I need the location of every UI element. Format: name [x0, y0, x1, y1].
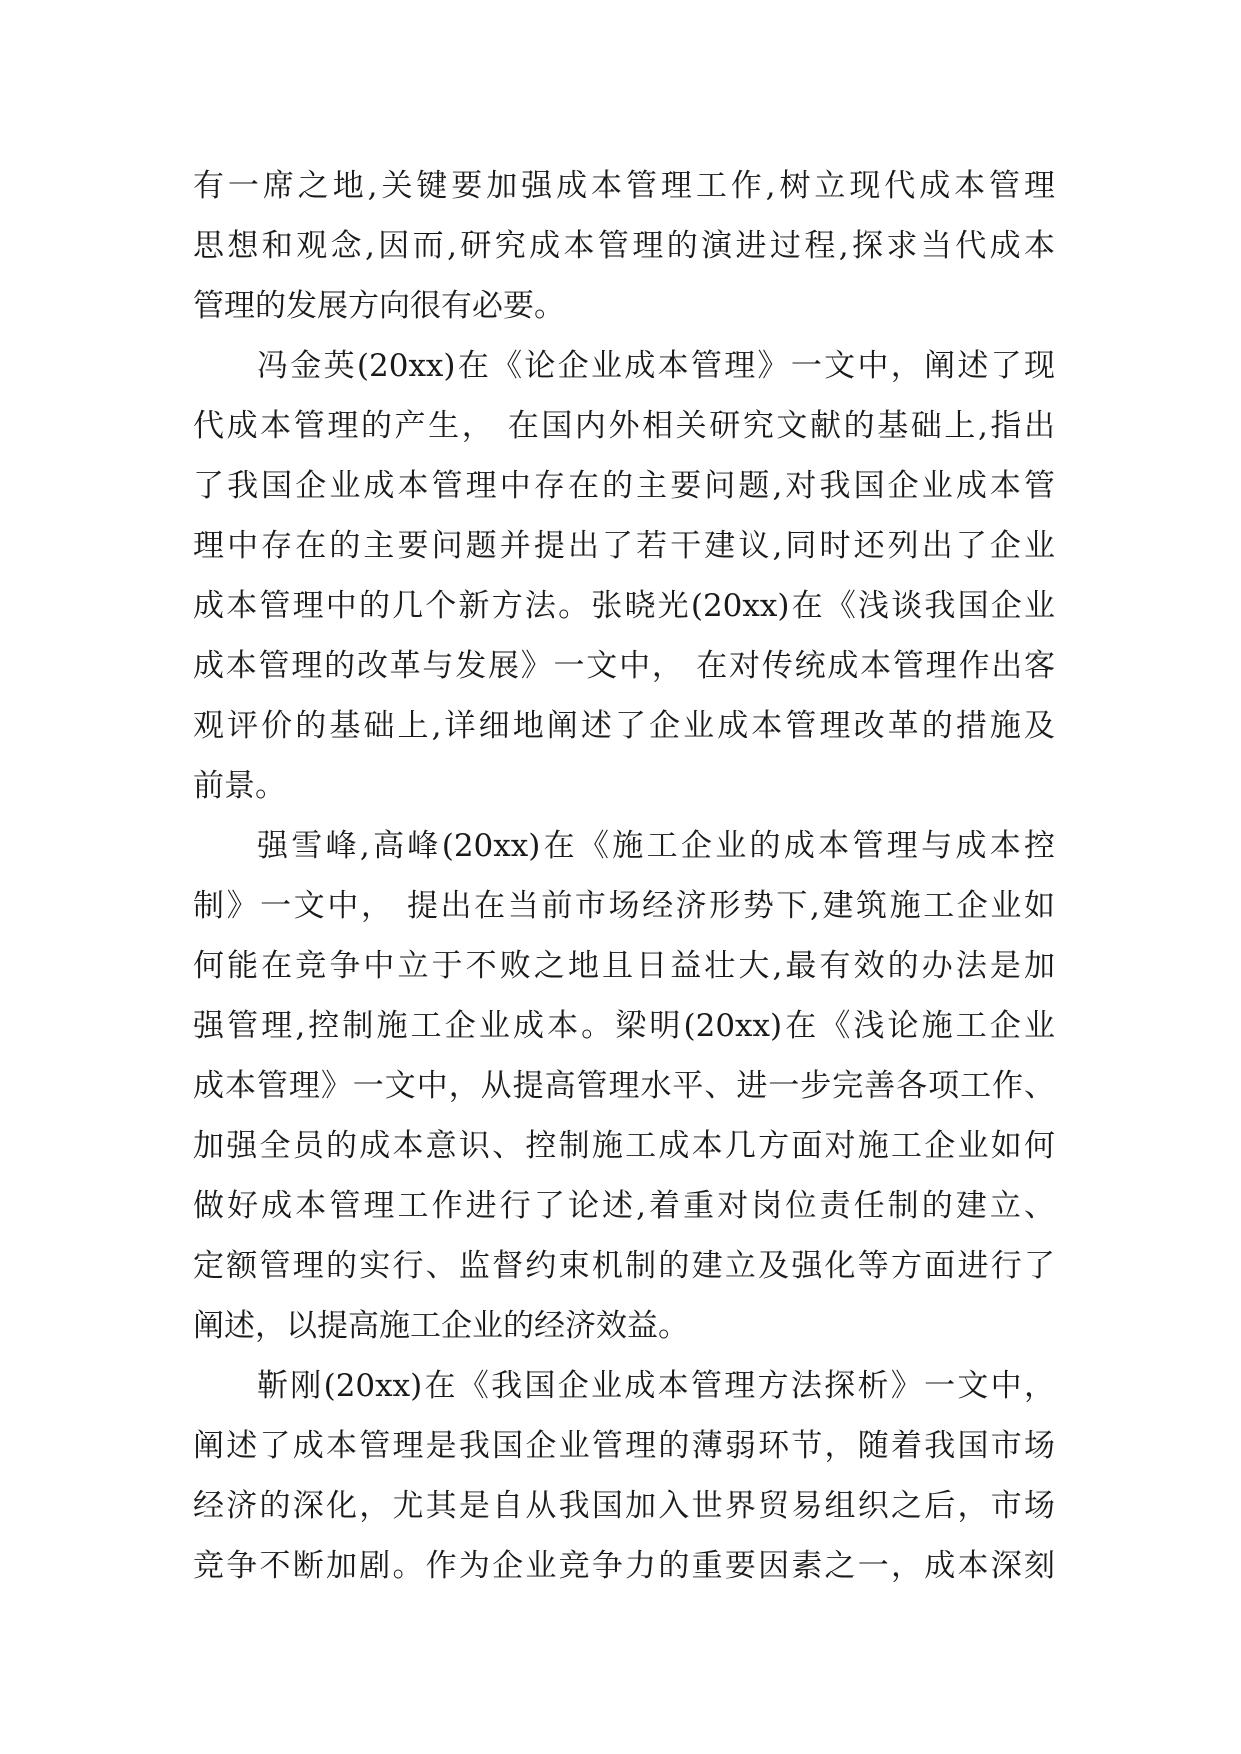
- paragraph-3-line-2: 制》一文中， 提出在当前市场经济形势下,建筑施工企业如: [193, 888, 1055, 924]
- paragraph-2-line-5: 成本管理中的几个新方法。张晓光(20xx)在《浅谈我国企业: [193, 588, 1055, 624]
- paragraph-2-line-1: 冯金英(20xx)在《论企业成本管理》一文中，阐述了现: [257, 348, 1055, 384]
- paragraph-3-line-9: 阐述，以提高施工企业的经济效益。: [193, 1308, 689, 1344]
- paragraph-2-line-6: 成本管理的改革与发展》一文中， 在对传统成本管理作出客: [193, 648, 1055, 684]
- paragraph-3-line-4: 强管理,控制施工企业成本。梁明(20xx)在《浅论施工企业: [193, 1008, 1055, 1044]
- paragraph-4-line-2: 阐述了成本管理是我国企业管理的薄弱环节，随着我国市场: [193, 1428, 1055, 1464]
- paragraph-3-line-6: 加强全员的成本意识、控制施工成本几方面对施工企业如何: [193, 1128, 1055, 1164]
- paragraph-3-line-1: 强雪峰,高峰(20xx)在《施工企业的成本管理与成本控: [257, 828, 1055, 864]
- paragraph-1-line-2: 思想和观念,因而,研究成本管理的演进过程,探求当代成本: [193, 228, 1055, 264]
- paragraph-1-line-3: 管理的发展方向很有必要。: [193, 288, 565, 324]
- paragraph-4-line-4: 竞争不断加剧。作为企业竞争力的重要因素之一，成本深刻: [193, 1548, 1055, 1584]
- paragraph-2-line-7: 观评价的基础上,详细地阐述了企业成本管理改革的措施及: [193, 708, 1055, 744]
- paragraph-3-line-8: 定额管理的实行、监督约束机制的建立及强化等方面进行了: [193, 1248, 1055, 1284]
- paragraph-1-line-1: 有一席之地,关键要加强成本管理工作,树立现代成本管理: [193, 168, 1055, 204]
- paragraph-2-line-8: 前景。: [193, 768, 286, 804]
- paragraph-3-line-7: 做好成本管理工作进行了论述,着重对岗位责任制的建立、: [193, 1188, 1055, 1224]
- body-text: [193, 156, 1055, 1596]
- paragraph-3-line-5: 成本管理》一文中，从提高管理水平、进一步完善各项工作、: [193, 1068, 1055, 1104]
- paragraph-2-line-4: 理中存在的主要问题并提出了若干建议,同时还列出了企业: [193, 528, 1055, 564]
- paragraph-3-line-3: 何能在竞争中立于不败之地且日益壮大,最有效的办法是加: [193, 948, 1055, 984]
- paragraph-2-line-2: 代成本管理的产生， 在国内外相关研究文献的基础上,指出: [193, 408, 1055, 444]
- paragraph-2-line-3: 了我国企业成本管理中存在的主要问题,对我国企业成本管: [193, 468, 1055, 504]
- paragraph-4-line-3: 经济的深化，尤其是自从我国加入世界贸易组织之后，市场: [193, 1488, 1055, 1524]
- paragraph-4-line-1: 靳刚(20xx)在《我国企业成本管理方法探析》一文中，: [257, 1368, 1055, 1404]
